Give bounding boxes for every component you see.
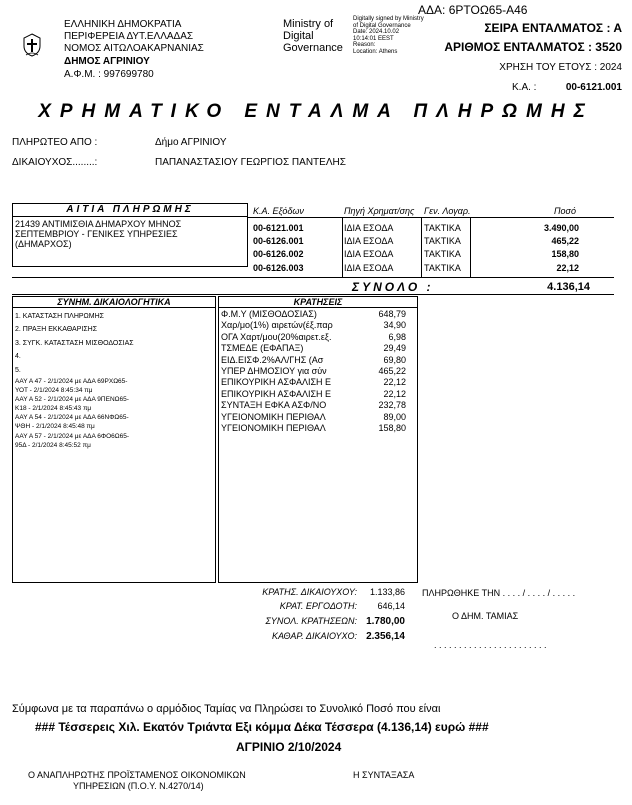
expense-amount: 3.490,00 bbox=[543, 223, 579, 233]
total-top-rule bbox=[12, 277, 614, 278]
summary-value: 2.356,14 bbox=[366, 631, 405, 642]
amount-in-words: ### Τέσσερεις Χιλ. Εκατόν Τριάντα Εξι κόμμα Δέκα Τέσσερα (4.136,14) ευρώ ### bbox=[35, 720, 489, 734]
expense-account: ΤΑΚΤΙΚΑ bbox=[424, 236, 461, 246]
table-row bbox=[221, 343, 406, 354]
signatory-left-line-1: Ο ΑΝΑΠΛΗΡΩΤΗΣ ΠΡΟΪΣΤΑΜΕΝΟΣ ΟΙΚΟΝΟΜΙΚΩΝ bbox=[28, 770, 246, 780]
signature-line: Digitally signed by Ministry bbox=[353, 16, 424, 22]
signature-line: Reason: bbox=[353, 42, 376, 48]
deduction-name: ΕΠΙΚΟΥΡΙΚΗ ΑΣΦΑΛΙΣΗ Ε bbox=[221, 377, 332, 388]
expense-table-top-rule bbox=[248, 217, 614, 218]
signature-line: Date: 2024.10.02 bbox=[353, 29, 400, 35]
deduction-value: 22,12 bbox=[383, 388, 406, 399]
list-item: ΑΑΥ Α 54 - 2/1/2024 με ΑΔΑ 66ΝΦΩ65- bbox=[15, 414, 129, 422]
col-header-source: Πηγή Χρηματ/σης bbox=[344, 206, 415, 216]
warrant-series: ΣΕΙΡΑ ΕΝΤΑΛΜΑΤΟΣ : Α bbox=[484, 21, 622, 35]
afm-number: Α.Φ.Μ. : 997699780 bbox=[64, 69, 154, 80]
table-row bbox=[221, 366, 406, 377]
issuer-line-2: ΠΕΡΙΦΕΡΕΙΑ ΔΥΤ.ΕΛΛΑΔΑΣ bbox=[64, 31, 194, 42]
ministry-line-2: Digital bbox=[283, 30, 314, 42]
issuer-line-1: ΕΛΛΗΝΙΚΗ ΔΗΜΟΚΡΑΤΙΑ bbox=[64, 19, 182, 30]
deduction-name: ΥΓΕΙΟΝΟΜΙΚΗ ΠΕΡΙΘΑΛ bbox=[221, 423, 326, 434]
deduction-value: 232,78 bbox=[378, 400, 406, 411]
expense-amount: 158,80 bbox=[551, 249, 579, 259]
deduction-value: 29,49 bbox=[383, 343, 406, 354]
expense-source: ΙΔΙΑ ΕΣΟΔΑ bbox=[344, 223, 394, 233]
reason-heading-divider bbox=[12, 216, 248, 217]
reason-heading: ΑΙΤΙΑ ΠΛΗΡΩΜΗΣ bbox=[66, 204, 194, 215]
deductions-list bbox=[221, 309, 406, 434]
col-header-amount: Ποσό bbox=[554, 206, 576, 216]
document-title: ΧΡΗΜΑΤΙΚΟ ΕΝΤΑΛΜΑ ΠΛΗΡΩΜΗΣ bbox=[38, 101, 594, 122]
deduction-value: 22,12 bbox=[383, 377, 406, 388]
summary-value: 646,14 bbox=[377, 601, 405, 611]
deductions-heading-divider bbox=[218, 307, 418, 308]
summary-label: ΚΑΘΑΡ. ΔΙΚΑΙΟΥΧΟ: bbox=[271, 631, 357, 641]
table-row bbox=[221, 423, 406, 434]
digital-signature-block bbox=[353, 16, 424, 55]
list-item: ΑΑΥ Α 52 - 2/1/2024 με ΑΔΑ 9ΠΕΝΩ65- bbox=[15, 396, 129, 404]
summary-value: 1.133,86 bbox=[369, 587, 405, 597]
ka-label: Κ.Α. : bbox=[512, 82, 537, 93]
table-row bbox=[221, 377, 406, 388]
payer-value: Δήμο ΑΓΡΙΝΙΟΥ bbox=[155, 137, 227, 148]
col-header-code: Κ.Α. Εξόδων bbox=[253, 206, 304, 216]
ka-value: 00-6121.001 bbox=[565, 82, 622, 93]
documents-list bbox=[15, 310, 134, 377]
list-item: ΑΑΥ Α 57 - 2/1/2024 με ΑΔΑ 6ΦΟ6Ω65- bbox=[15, 432, 130, 440]
list-item: ΑΑΥ Α 47 - 2/1/2024 με ΑΔΑ 69ΡΧΩ65- bbox=[15, 378, 128, 385]
table-row bbox=[221, 412, 406, 423]
deduction-name: ΟΓΑ Χαρτ/μου(20%αιρετ.εξ. bbox=[221, 331, 332, 342]
list-item: 2. ΠΡΑΞΗ ΕΚΚΑΘΑΡΙΣΗΣ bbox=[15, 326, 98, 334]
table-row bbox=[221, 400, 406, 411]
expense-account: ΤΑΚΤΙΚΑ bbox=[424, 249, 461, 259]
ada-code: ΑΔΑ: 6ΡΤΟΩ65-Α46 bbox=[418, 3, 528, 17]
expense-code: 00-6126.002 bbox=[253, 249, 304, 259]
reason-line: ΣΕΠΤΕΜΒΡΙΟΥ - ΓΕΝΙΚΕΣ ΥΠΗΡΕΣΙΕΣ bbox=[15, 229, 178, 239]
municipality-name: ΔΗΜΟΣ ΑΓΡΙΝΙΟΥ bbox=[64, 56, 150, 67]
summary-label: ΚΡΑΤ. ΕΡΓΟΔΟΤΗ: bbox=[279, 601, 357, 611]
list-item: 4. bbox=[15, 353, 21, 361]
documents-heading-divider bbox=[12, 307, 216, 308]
expense-amount: 22,12 bbox=[556, 263, 579, 273]
table-row bbox=[221, 309, 406, 320]
expense-code: 00-6126.001 bbox=[253, 236, 304, 246]
paid-date-field: ΠΛΗΡΩΘΗΚΕ ΤΗΝ . . . . / . . . . / . . . . . bbox=[422, 588, 576, 598]
aay-list bbox=[15, 377, 129, 450]
beneficiary-value: ΠΑΠΑΝΑΣΤΑΣΙΟΥ ΓΕΩΡΓΙΟΣ ΠΑΝΤΕΛΗΣ bbox=[155, 157, 346, 168]
total-label: ΣΥΝΟΛΟ : bbox=[352, 280, 434, 294]
ministry-line-3: Governance bbox=[283, 42, 343, 54]
deduction-name: ΥΓΕΙΟΝΟΜΙΚΗ ΠΕΡΙΘΑΛ bbox=[221, 411, 326, 422]
list-item: 95Δ - 2/1/2024 8:45:52 πμ bbox=[15, 441, 91, 449]
expense-account: ΤΑΚΤΙΚΑ bbox=[424, 263, 461, 273]
deduction-value: 34,90 bbox=[383, 320, 406, 331]
documents-heading: ΣΥΝΗΜ. ΔΙΚΑΙΟΛΟΓΗΤΙΚΑ bbox=[57, 297, 171, 307]
expense-account: ΤΑΚΤΙΚΑ bbox=[424, 223, 461, 233]
list-item: Κ18 - 2/1/2024 8:45:43 πμ bbox=[15, 405, 92, 413]
fiscal-year: ΧΡΗΣΗ ΤΟΥ ΕΤΟΥΣ : 2024 bbox=[499, 62, 622, 73]
cashier-label: Ο ΔΗΜ. ΤΑΜΙΑΣ bbox=[452, 611, 519, 621]
reason-line: (ΔΗΜΑΡΧΟΣ) bbox=[15, 239, 72, 249]
expense-table-divider bbox=[342, 217, 343, 277]
deduction-value: 465,22 bbox=[378, 366, 406, 377]
deduction-name: ΕΙΔ.ΕΙΣΦ.2%ΑΛ/ΓΗΣ (Ασ bbox=[221, 354, 324, 365]
table-row bbox=[221, 332, 406, 343]
expense-table-divider bbox=[421, 217, 422, 277]
expense-table-divider bbox=[470, 217, 471, 277]
signature-line: Location: Athens bbox=[353, 48, 398, 55]
expense-source: ΙΔΙΑ ΕΣΟΔΑ bbox=[344, 249, 394, 259]
signature-line: of Digital Governance bbox=[353, 22, 411, 29]
summary-value: 1.780,00 bbox=[366, 616, 405, 627]
deduction-name: Χαρ/μο(1%) αιρετών(έξ.παρ bbox=[221, 320, 333, 331]
deduction-name: ΕΠΙΚΟΥΡΙΚΗ ΑΣΦΑΛΙΣΗ Ε bbox=[221, 388, 332, 399]
summary-label: ΣΥΝΟΛ. ΚΡΑΤΗΣΕΩΝ: bbox=[265, 616, 357, 626]
deduction-name: ΤΣΜΕΔΕ (ΕΦΑΠΑΞ) bbox=[221, 343, 304, 354]
beneficiary-label: ΔΙΚΑΙΟΥΧΟΣ........: bbox=[12, 157, 98, 168]
payment-instruction: Σύμφωνα με τα παραπάνω ο αρμόδιος Ταμίας να Πληρώσει το Συνολικό Ποσό που είναι bbox=[12, 703, 441, 715]
signatory-left-line-2: ΥΠΗΡΕΣΙΩΝ (Π.Ο.Υ. Ν.4270/14) bbox=[73, 781, 204, 791]
list-item: ΥΟΤ - 2/1/2024 8:45:34 πμ bbox=[15, 387, 93, 395]
list-item: 3. ΣΥΓΚ. ΚΑΤΑΣΤΑΣΗ ΜΙΣΘΟΔΟΣΙΑΣ bbox=[15, 339, 134, 347]
total-bottom-rule bbox=[12, 294, 614, 295]
expense-amount: 465,22 bbox=[551, 236, 579, 246]
expense-code: 00-6126.003 bbox=[253, 263, 304, 273]
greek-emblem-icon bbox=[22, 33, 42, 57]
signature-line: 10:14:01 EEST bbox=[353, 35, 394, 42]
deduction-name: ΥΠΕΡ ΔΗΜΟΣΙΟΥ για σύν bbox=[221, 366, 327, 377]
table-row bbox=[221, 320, 406, 331]
payer-label: ΠΛΗΡΩΤΕΟ ΑΠΟ : bbox=[12, 137, 98, 148]
deduction-name: Φ.Μ.Υ (ΜΙΣΘΟΔΟΣΙΑΣ) bbox=[221, 309, 317, 319]
deductions-heading: ΚΡΑΤΗΣΕΙΣ bbox=[293, 297, 343, 307]
place-date: ΑΓΡΙΝΙΟ 2/10/2024 bbox=[236, 740, 342, 754]
warrant-number: ΑΡΙΘΜΟΣ ΕΝΤΑΛΜΑΤΟΣ : 3520 bbox=[444, 40, 622, 54]
list-item: ΨΘΗ - 2/1/2024 8:45:48 πμ bbox=[15, 423, 95, 431]
deduction-value: 158,80 bbox=[378, 423, 406, 434]
total-value: 4.136,14 bbox=[547, 281, 590, 293]
expense-source: ΙΔΙΑ ΕΣΟΔΑ bbox=[344, 263, 394, 273]
signatory-right: Η ΣΥΝΤΑΞΑΣΑ bbox=[353, 770, 415, 780]
deduction-value: 89,00 bbox=[383, 411, 406, 422]
ministry-line-1: Ministry of bbox=[283, 18, 334, 30]
expense-source: ΙΔΙΑ ΕΣΟΔΑ bbox=[344, 236, 394, 246]
cashier-signature-line: . . . . . . . . . . . . . . . . . . . . . . . bbox=[434, 640, 547, 650]
table-row bbox=[221, 389, 406, 400]
deduction-value: 648,79 bbox=[378, 309, 406, 319]
expense-code: 00-6121.001 bbox=[253, 223, 304, 233]
reason-line: 21439 ΑΝΤΙΜΙΣΘΙΑ ΔΗΜΑΡΧΟΥ ΜΗΝΟΣ bbox=[15, 219, 182, 229]
col-header-account: Γεν. Λογαρ. bbox=[424, 206, 471, 216]
deduction-value: 6,98 bbox=[388, 331, 406, 342]
deduction-value: 69,80 bbox=[383, 354, 406, 365]
issuer-line-3: ΝΟΜΟΣ ΑΙΤΩΛΟΑΚΑΡΝΑΝΙΑΣ bbox=[64, 43, 204, 54]
deduction-name: ΣΥΝΤΑΞΗ ΕΦΚΑ ΑΣΦ/ΝΟ bbox=[221, 400, 327, 411]
list-item: 5. bbox=[15, 366, 21, 374]
list-item: 1. ΚΑΤΑΣΤΑΣΗ ΠΛΗΡΩΜΗΣ bbox=[15, 313, 105, 320]
table-row bbox=[221, 355, 406, 366]
summary-label: ΚΡΑΤΗΣ. ΔΙΚΑΙΟΥΧΟΥ: bbox=[262, 587, 357, 597]
